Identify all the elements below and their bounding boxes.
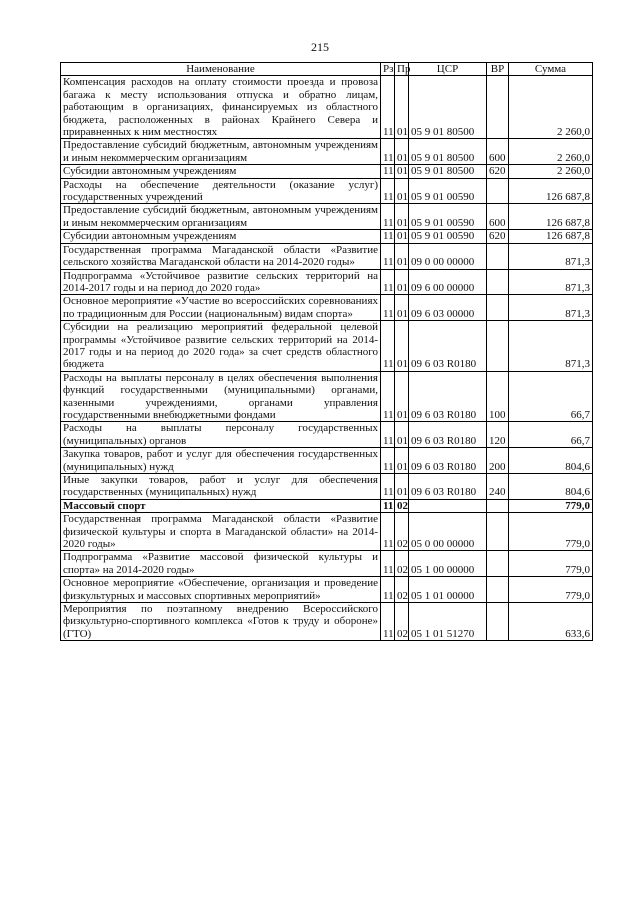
row-vr: [487, 178, 509, 204]
row-csr: 09 0 00 00000: [409, 243, 487, 269]
row-rz: 11: [381, 513, 395, 551]
row-csr: 09 6 03 R0180: [409, 321, 487, 372]
row-sum: 779,0: [509, 551, 593, 577]
row-name: Массовый спорт: [61, 499, 381, 512]
row-csr: 05 1 01 51270: [409, 603, 487, 641]
row-csr: 05 1 00 00000: [409, 551, 487, 577]
row-sum: 2 260,0: [509, 165, 593, 178]
row-pr: 02: [395, 603, 409, 641]
row-rz: 11: [381, 474, 395, 500]
row-vr: 600: [487, 139, 509, 165]
table-row: [61, 422, 593, 448]
row-vr: [487, 499, 509, 512]
row-csr: 09 6 00 00000: [409, 269, 487, 295]
table-row: [61, 371, 593, 422]
row-csr: 05 9 01 80500: [409, 76, 487, 139]
row-sum: 126 687,8: [509, 204, 593, 230]
row-vr: [487, 76, 509, 139]
row-csr: 05 9 01 00590: [409, 178, 487, 204]
row-pr: 01: [395, 269, 409, 295]
row-rz: 11: [381, 422, 395, 448]
row-vr: 600: [487, 204, 509, 230]
table-row: [61, 474, 593, 500]
row-vr: 100: [487, 371, 509, 422]
row-sum: 871,3: [509, 269, 593, 295]
row-rz: 11: [381, 243, 395, 269]
row-name: Подпрограмма «Устойчивое развитие сельских территорий на 2014-2017 годы и на период до 2020 года»: [61, 269, 381, 295]
table-row: [61, 230, 593, 243]
row-pr: 02: [395, 513, 409, 551]
header-name: Наименование: [61, 63, 381, 76]
row-csr: 05 9 01 00590: [409, 230, 487, 243]
row-csr: 09 6 03 R0180: [409, 422, 487, 448]
header-csr: ЦСР: [409, 63, 487, 76]
row-sum: 871,3: [509, 321, 593, 372]
row-sum: 779,0: [509, 513, 593, 551]
row-csr: [409, 499, 487, 512]
row-rz: 11: [381, 371, 395, 422]
row-pr: 02: [395, 577, 409, 603]
row-pr: 01: [395, 422, 409, 448]
row-sum: 871,3: [509, 243, 593, 269]
row-rz: 11: [381, 577, 395, 603]
table-row: [61, 448, 593, 474]
row-rz: 11: [381, 448, 395, 474]
row-sum: 66,7: [509, 371, 593, 422]
row-pr: 01: [395, 165, 409, 178]
row-rz: 11: [381, 321, 395, 372]
row-pr: 01: [395, 76, 409, 139]
row-rz: 11: [381, 499, 395, 512]
table-row: [61, 139, 593, 165]
page-number: 215: [311, 40, 329, 54]
row-vr: [487, 577, 509, 603]
row-pr: 01: [395, 178, 409, 204]
table-row: [61, 76, 593, 139]
row-name: Расходы на выплаты персоналу государственных (муниципальных) органов: [61, 422, 381, 448]
row-pr: 01: [395, 321, 409, 372]
table-row: [61, 243, 593, 269]
row-csr: 09 6 03 R0180: [409, 448, 487, 474]
row-rz: 11: [381, 269, 395, 295]
row-csr: 09 6 03 R0180: [409, 371, 487, 422]
row-name: Иные закупки товаров, работ и услуг для обеспечения государственных (муниципальных) нужд: [61, 474, 381, 500]
row-name: Предоставление субсидий бюджетным, автономным учреждениям и иным некоммерческим организациям: [61, 139, 381, 165]
table-row: [61, 165, 593, 178]
row-vr: [487, 513, 509, 551]
row-sum: 871,3: [509, 295, 593, 321]
row-pr: 01: [395, 139, 409, 165]
row-vr: 620: [487, 230, 509, 243]
header-rz: Рз: [381, 63, 395, 76]
row-rz: 11: [381, 295, 395, 321]
table-row: [61, 603, 593, 641]
table-row: [61, 295, 593, 321]
table-row: [61, 204, 593, 230]
row-pr: 01: [395, 371, 409, 422]
row-sum: 2 260,0: [509, 76, 593, 139]
header-sum: Сумма: [509, 63, 593, 76]
row-sum: 2 260,0: [509, 139, 593, 165]
row-name: Предоставление субсидий бюджетным, автономным учреждениям и иным некоммерческим организациям: [61, 204, 381, 230]
row-name: Основное мероприятие «Обеспечение, организация и проведение физкультурных и массовых спортивных мероприятий»: [61, 577, 381, 603]
row-vr: [487, 551, 509, 577]
row-csr: 05 9 01 80500: [409, 165, 487, 178]
row-vr: 120: [487, 422, 509, 448]
row-sum: 804,6: [509, 474, 593, 500]
header-pr: Пр: [395, 63, 409, 76]
row-sum: 779,0: [509, 499, 593, 512]
row-vr: [487, 243, 509, 269]
row-rz: 11: [381, 139, 395, 165]
row-name: Субсидии автономным учреждениям: [61, 230, 381, 243]
row-vr: 200: [487, 448, 509, 474]
row-rz: 11: [381, 603, 395, 641]
row-vr: [487, 269, 509, 295]
row-name: Субсидии на реализацию мероприятий федеральной целевой программы «Устойчивое развитие сельских территорий на 2014-2017 годы и на период до 2020 года» за счет средств областного бюджета: [61, 321, 381, 372]
header-vr: ВР: [487, 63, 509, 76]
row-pr: 01: [395, 295, 409, 321]
table-row: [61, 551, 593, 577]
row-name: Подпрограмма «Развитие массовой физической культуры и спорта» на 2014-2020 годы»: [61, 551, 381, 577]
row-name: Мероприятия по поэтапному внедрению Всероссийского физкультурно-спортивного комплекса «Готов к труду и обороне» (ГТО): [61, 603, 381, 641]
row-pr: 02: [395, 551, 409, 577]
row-pr: 01: [395, 448, 409, 474]
row-csr: 05 9 01 80500: [409, 139, 487, 165]
row-rz: 11: [381, 165, 395, 178]
table-row: [61, 178, 593, 204]
row-csr: 05 0 00 00000: [409, 513, 487, 551]
row-pr: 01: [395, 230, 409, 243]
row-sum: 126 687,8: [509, 230, 593, 243]
row-sum: 126 687,8: [509, 178, 593, 204]
row-vr: [487, 321, 509, 372]
table-row: [61, 577, 593, 603]
row-rz: 11: [381, 230, 395, 243]
row-csr: 09 6 03 00000: [409, 295, 487, 321]
row-vr: 240: [487, 474, 509, 500]
row-sum: 779,0: [509, 577, 593, 603]
row-csr: 09 6 03 R0180: [409, 474, 487, 500]
row-vr: 620: [487, 165, 509, 178]
row-rz: 11: [381, 551, 395, 577]
table-row-section: [61, 499, 593, 512]
row-pr: 01: [395, 204, 409, 230]
row-name: Закупка товаров, работ и услуг для обеспечения государственных (муниципальных) нужд: [61, 448, 381, 474]
table-header-row: [61, 63, 593, 76]
row-name: Основное мероприятие «Участие во всероссийских соревнованиях по традиционным для России (национальным) видам спорта»: [61, 295, 381, 321]
row-vr: [487, 295, 509, 321]
row-name: Государственная программа Магаданской области «Развитие физической культуры и спорта в Магаданской области» на 2014-2020 годы»: [61, 513, 381, 551]
row-name: Компенсация расходов на оплату стоимости проезда и провоза багажа к месту использования отпуска и обратно лицам, работающим в организациях, финансируемых из областного бюджета, расположенных в районах Крайнего Севера и приравненных к ним местностях: [61, 76, 381, 139]
table-row: [61, 513, 593, 551]
row-sum: 804,6: [509, 448, 593, 474]
row-pr: 02: [395, 499, 409, 512]
row-pr: 01: [395, 474, 409, 500]
row-rz: 11: [381, 204, 395, 230]
row-csr: 05 9 01 00590: [409, 204, 487, 230]
row-sum: 66,7: [509, 422, 593, 448]
row-pr: 01: [395, 243, 409, 269]
row-rz: 11: [381, 178, 395, 204]
row-csr: 05 1 01 00000: [409, 577, 487, 603]
row-vr: [487, 603, 509, 641]
table-row: [61, 269, 593, 295]
row-name: Государственная программа Магаданской области «Развитие сельского хозяйства Магаданской области на 2014-2020 годы»: [61, 243, 381, 269]
row-name: Субсидии автономным учреждениям: [61, 165, 381, 178]
row-sum: 633,6: [509, 603, 593, 641]
row-name: Расходы на выплаты персоналу в целях обеспечения выполнения функций государственными (муниципальными) органами, казенными учреждениями, органами управления государственными внебюджетными фондами: [61, 371, 381, 422]
table-row: [61, 321, 593, 372]
row-rz: 11: [381, 76, 395, 139]
budget-table: [60, 62, 593, 641]
row-name: Расходы на обеспечение деятельности (оказание услуг) государственных учреждений: [61, 178, 381, 204]
